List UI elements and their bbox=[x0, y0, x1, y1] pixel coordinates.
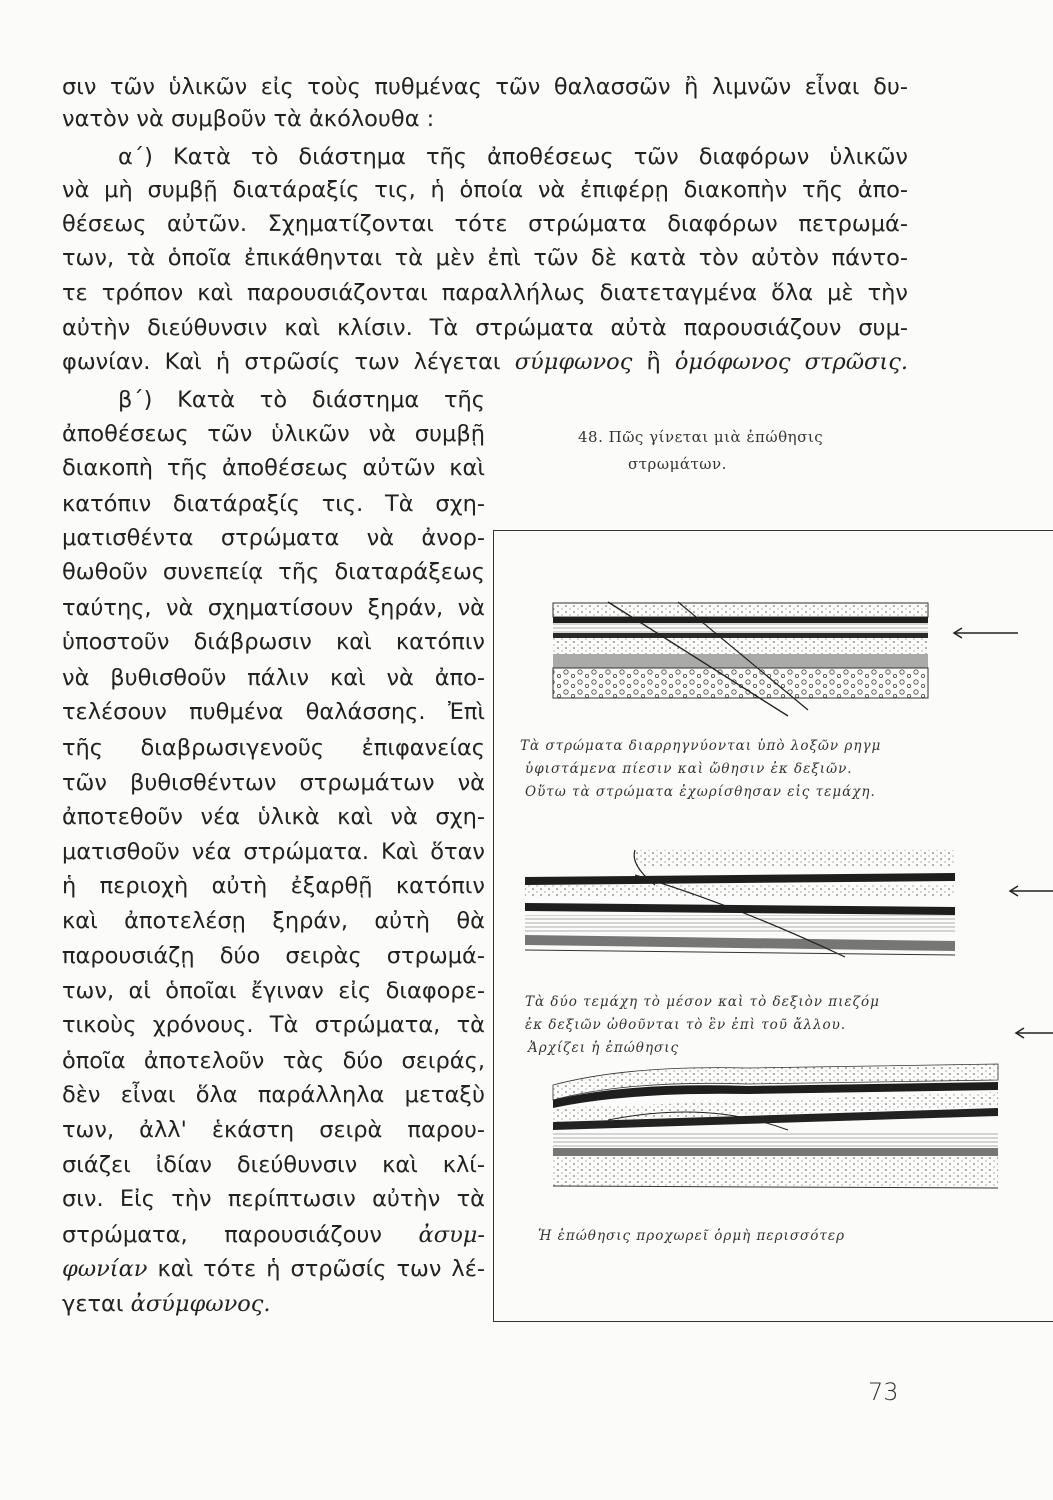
text-line: ταύτης, νὰ σχηματίσουν ξηράν, νὰ bbox=[62, 595, 485, 621]
text-line-with-term bbox=[62, 1218, 485, 1252]
text-line: ματισθοῦν νέα στρώματα. Καὶ ὅταν bbox=[62, 839, 485, 865]
panel1-caption-line: Τὰ στρώματα διαρρηγνύονται ὑπὸ λοξῶν ρηγμ bbox=[520, 738, 882, 754]
text-line: θέσεως αὐτῶν. Σχηματίζονται τότε στρώματα διαφόρων πετρωμά- bbox=[62, 211, 908, 237]
arrow-icon bbox=[1012, 1026, 1053, 1040]
text-line: β΄) Κατὰ τὸ διάστημα τῆς bbox=[118, 387, 485, 413]
text-line: τελέσουν πυθμένα θαλάσσης. Ἐπὶ bbox=[62, 699, 485, 725]
text-line: τῆς διαβρωσιγενοῦς ἐπιφανείας bbox=[62, 735, 485, 761]
text-line: τῶν βυθισθέντων στρωμάτων νὰ bbox=[62, 770, 485, 796]
text-line: παρουσιάζῃ δύο σειρὰς στρωμά- bbox=[62, 943, 485, 969]
text-line: των, αἱ ὁποῖαι ἔγιναν εἰς διαφορε- bbox=[62, 978, 485, 1004]
text-line: ὁποῖα ἀποτελοῦν τὰς δύο σειράς, bbox=[62, 1048, 485, 1074]
figure-caption-line1: 48. Πῶς γίνεται μιὰ ἐπώθησις bbox=[578, 428, 824, 446]
text-line-with-term bbox=[62, 1287, 485, 1321]
panel2-caption-line: ἐκ δεξιῶν ὠθοῦνται τὸ ἓν ἐπὶ τοῦ ἄλλου. bbox=[525, 1017, 847, 1033]
arrow-icon bbox=[1006, 884, 1053, 898]
text-span: γεται bbox=[62, 1291, 131, 1317]
text-line: σιάζει ἰδίαν διεύθυνσιν καὶ κλί- bbox=[62, 1152, 485, 1178]
panel1-caption-line: Οὕτω τὰ στρώματα ἐχωρίσθησαν εἰς τεμάχη. bbox=[525, 784, 876, 800]
text-line: ἀποτεθοῦν νέα ὑλικὰ καὶ νὰ σχη- bbox=[62, 804, 485, 830]
panel1-caption-line: ὑφιστάμενα πίεσιν καὶ ὤθησιν ἐκ δεξιῶν. bbox=[525, 761, 853, 777]
term-asymphonos: ἀσύμφωνος. bbox=[130, 1291, 271, 1317]
text-span: στρώματα, παρουσιάζουν bbox=[62, 1222, 382, 1248]
stratigraphy-panel-2 bbox=[515, 845, 955, 965]
text-span: καὶ τότε ἡ στρῶσίς των λέ- bbox=[147, 1256, 485, 1282]
text-span: ἢ bbox=[632, 349, 675, 375]
text-line: καὶ ἀποτελέσῃ ξηράν, αὐτὴ θὰ bbox=[62, 908, 485, 934]
text-line: αὐτὴν διεύθυνσιν καὶ κλίσιν. Τὰ στρώματα αὐτὰ παρουσιάζουν συμ- bbox=[62, 315, 908, 341]
text-line: α΄) Κατὰ τὸ διάστημα τῆς ἀποθέσεως τῶν διαφόρων ὑλικῶν bbox=[118, 144, 908, 170]
text-line: τε τρόπον καὶ παρουσιάζονται παραλλήλως διατεταγμένα ὅλα μὲ τὴν bbox=[62, 280, 908, 306]
text-line: δὲν εἶναι ὅλα παράλληλα μεταξὺ bbox=[62, 1082, 485, 1108]
text-line: ματισθέντα στρώματα νὰ ἀνορ- bbox=[62, 525, 485, 551]
text-span: φωνίαν. Καὶ ἡ στρῶσίς των λέγεται bbox=[62, 349, 515, 375]
text-line: θωθοῦν συνεπείᾳ τῆς διαταράξεως bbox=[62, 559, 485, 585]
term-asymphonia-part2: φωνίαν bbox=[62, 1256, 148, 1282]
text-line: ὑποστοῦν διάβρωσιν καὶ κατόπιν bbox=[62, 629, 485, 655]
panel2-caption-line: Τὰ δύο τεμάχη τὸ μέσον καὶ τὸ δεξιὸν πιεζόμ bbox=[525, 994, 880, 1010]
page-number: 73 bbox=[868, 1378, 899, 1406]
text-line-alpha-last bbox=[62, 345, 908, 379]
text-line: κατόπιν διατάραξίς τις. Τὰ σχη- bbox=[62, 491, 485, 517]
text-line: σιν. Εἰς τὴν περίπτωσιν αὐτὴν τὰ bbox=[62, 1186, 485, 1212]
term-omophonos: ὁμόφωνος στρῶσις. bbox=[674, 349, 908, 375]
panel2-caption-line: Ἀρχίζει ἡ ἐπώθησις bbox=[528, 1040, 680, 1056]
text-line: ἡ περιοχὴ αὐτὴ ἐξαρθῇ κατόπιν bbox=[62, 873, 485, 899]
text-line: νὰ βυθισθοῦν πάλιν καὶ νὰ ἀπο- bbox=[62, 665, 485, 691]
text-line: των, τὰ ὁποῖα ἐπικάθηνται τὰ μὲν ἐπὶ τῶν δὲ κατὰ τὸν αὐτὸν πάντο- bbox=[62, 245, 908, 271]
text-line: ἀποθέσεως τῶν ὑλικῶν νὰ συμβῇ bbox=[62, 421, 485, 447]
text-line: νατὸν νὰ συμβοῦν τὰ ἀκόλουθα : bbox=[62, 106, 435, 132]
text-line: διακοπὴ τῆς ἀποθέσεως αὐτῶν καὶ bbox=[62, 455, 485, 481]
text-line: τικοὺς χρόνους. Τὰ στρώματα, τὰ bbox=[62, 1012, 485, 1038]
stratigraphy-panel-1 bbox=[548, 598, 948, 718]
term-asymphonia-part1: ἀσυμ- bbox=[418, 1222, 485, 1248]
text-line: σιν τῶν ὑλικῶν εἰς τοὺς πυθμένας τῶν θαλασσῶν ἢ λιμνῶν εἶναι δυ- bbox=[62, 74, 908, 100]
text-line: νὰ μὴ συμβῇ διατάραξίς τις, ἡ ὁποία νὰ ἐπιφέρῃ διακοπὴν τῆς ἀπο- bbox=[62, 177, 908, 203]
figure-caption-line2: στρωμάτων. bbox=[628, 455, 727, 473]
arrow-icon bbox=[950, 626, 1020, 640]
panel3-caption-line: Ἡ ἐπώθησις προχωρεῖ ὁρμὴ περισσότερ bbox=[538, 1228, 846, 1244]
stratigraphy-panel-3 bbox=[548, 1060, 998, 1210]
text-line: των, ἀλλ' ἑκάστη σειρὰ παρου- bbox=[62, 1117, 485, 1143]
term-symphonos: σύμφωνος bbox=[514, 349, 633, 375]
text-line-with-term bbox=[62, 1252, 485, 1286]
